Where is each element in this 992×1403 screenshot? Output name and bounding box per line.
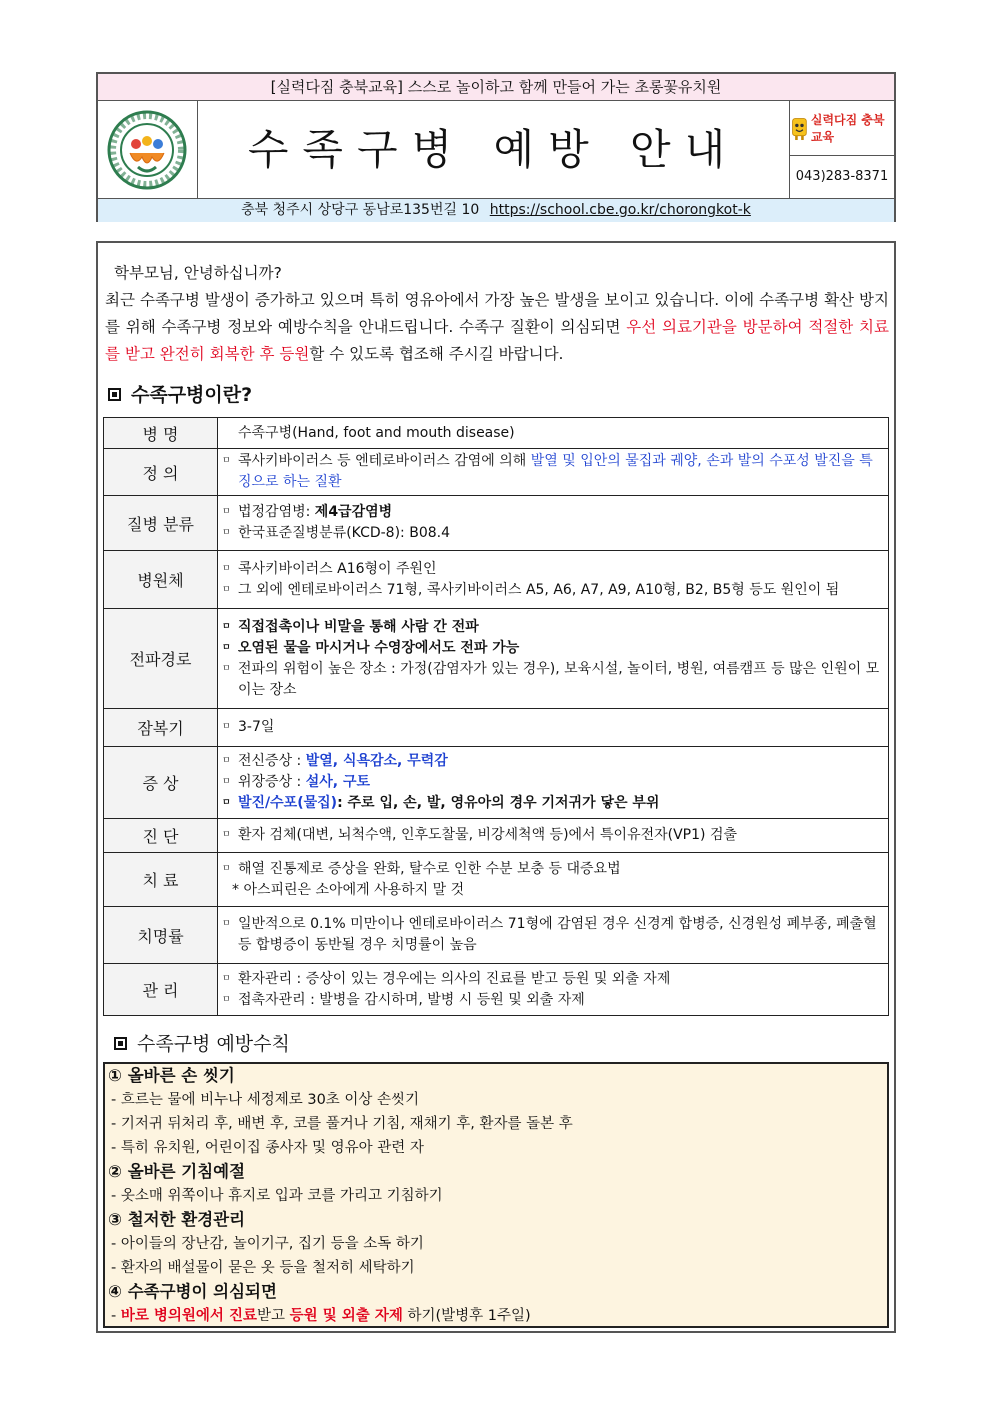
section-title-definition: 수족구병이란? xyxy=(108,380,252,407)
row-label: 전파경로 xyxy=(104,609,218,709)
row-label: 치 료 xyxy=(104,853,218,907)
table-row xyxy=(104,449,889,496)
prevention-heading: ① 올바른 손 씻기 xyxy=(108,1066,235,1085)
row-label: 증 상 xyxy=(104,747,218,819)
row-value: ㅁ 전신증상 : 발열, 식욕감소, 무력감 ㅁ 위장증상 : 설사, 구토 ㅁ 발진/수포(물집): 주로 입, 손, 발, 영유아의 경우 기저귀가 닿은 부위 xyxy=(218,747,889,819)
row-value: ㅁ 해열 진통제로 증상을 완화, 탈수로 인한 수분 보충 등 대증요법 * 아스피린은 소아에게 사용하지 말 것 xyxy=(218,853,889,907)
table-row xyxy=(104,853,889,907)
address-text: 충북 청주시 상당구 동남로135번길 10 xyxy=(241,202,480,218)
table-row xyxy=(104,418,889,449)
kindergarten-emblem-icon xyxy=(98,101,196,198)
row-value: ㅁ 콕사키바이러스 A16형이 주원인 ㅁ 그 외에 엔테로바이러스 71형, 콕사키바이러스 A5, A6, A7, A9, A10형, B2, B5형 등도 원인이 됨 xyxy=(218,551,889,609)
brand-logo xyxy=(790,101,894,156)
disease-info-table xyxy=(103,417,889,1016)
list-item: - 바로 병의원에서 진료받고 등원 및 외출 자제 하기(발병후 1주일) xyxy=(111,1308,531,1324)
mascot-icon xyxy=(790,113,809,143)
row-label: 잠복기 xyxy=(104,709,218,747)
section-title-prevention: 수족구병 예방수칙 xyxy=(114,1029,290,1056)
brand-panel xyxy=(789,101,894,198)
prevention-heading: ④ 수족구병이 의심되면 xyxy=(108,1282,277,1301)
list-item: - 특히 유치원, 어린이집 종사자 및 영유아 관련 자 xyxy=(111,1140,424,1156)
table-row xyxy=(104,907,889,964)
table-row xyxy=(104,551,889,609)
intro-text-end: 할 수 있도록 협조해 주시길 바랍니다. xyxy=(309,345,564,363)
list-item: - 환자의 배설물이 묻은 옷 등을 철저히 세탁하기 xyxy=(111,1260,415,1276)
page-title: 수족구병 예방 안내 xyxy=(247,125,740,174)
row-label: 병 명 xyxy=(104,418,218,449)
table-row xyxy=(104,964,889,1016)
row-value: 수족구병(Hand, foot and mouth disease) xyxy=(218,418,889,449)
prevention-heading: ③ 철저한 환경관리 xyxy=(108,1210,246,1229)
row-value: ㅁ 환자 검체(대변, 뇌척수액, 인후도찰물, 비강세척액 등)에서 특이유전자(VP1) 검출 xyxy=(218,819,889,853)
table-row xyxy=(104,496,889,551)
row-label: 질병 분류 xyxy=(104,496,218,551)
row-value: ㅁ 3-7일 xyxy=(218,709,889,747)
table-row xyxy=(104,747,889,819)
row-value: ㅁ 콕사키바이러스 등 엔테로바이러스 감염에 의해 발열 및 입안의 물집과 궤양, 손과 발의 수포성 발진을 특징으로 하는 질환 xyxy=(218,449,889,496)
intro-text: 최근 수족구병 발생이 증가하고 있으며 특히 영유아에서 가장 높은 발생을 보이고 있습니다. 이에 수족구병 확산 방지를 위해 수족구병 정보와 예방수칙을 안내드립니다. 수족구 질환이 의심되면 xyxy=(105,291,889,336)
brand-logo-text: 실력다짐 충북교육 xyxy=(810,113,885,144)
row-value: ㅁ 일반적으로 0.1% 미만이나 엔테로바이러스 71형에 감염된 경우 신경계 합병증, 신경원성 폐부종, 폐출혈 등 합병증이 동반될 경우 치명률이 높음 xyxy=(218,907,889,964)
notice-body xyxy=(96,241,896,1333)
row-value: ㅁ 직접접촉이나 비말을 통해 사람 간 전파 ㅁ 오염된 물을 마시거나 수영장에서도 전파 가능 ㅁ 전파의 위험이 높은 장소 : 가정(감염자가 있는 경우), 보육시설, 놀이터, 병원, 여름캠프 등 많은 인원이 모이는 장소 xyxy=(218,609,889,709)
row-value: ㅁ 법정감염병: 제4급감염병 ㅁ 한국표준질병분류(KCD-8): B08.4 xyxy=(218,496,889,551)
row-label: 병원체 xyxy=(104,551,218,609)
prevention-heading: ② 올바른 기침예절 xyxy=(108,1162,246,1181)
row-label: 관 리 xyxy=(104,964,218,1016)
row-value: ㅁ 환자관리 : 증상이 있는 경우에는 의사의 진료를 받고 등원 및 외출 자제 ㅁ 접촉자관리 : 발병을 감시하며, 발병 시 등원 및 외출 자제 xyxy=(218,964,889,1016)
header-title-row xyxy=(98,101,894,199)
list-item: - 흐르는 물에 비누나 세정제로 30초 이상 손씻기 xyxy=(111,1092,420,1108)
school-header xyxy=(96,72,896,222)
row-label: 정 의 xyxy=(104,449,218,496)
school-url-link[interactable]: https://school.cbe.go.kr/chorongkot-k xyxy=(489,202,751,218)
table-row xyxy=(104,819,889,853)
list-item: - 기저귀 뒤처리 후, 배변 후, 코를 풀거나 기침, 재채기 후, 환자를 돌본 후 xyxy=(111,1116,573,1132)
row-label: 진 단 xyxy=(104,819,218,853)
table-row xyxy=(104,709,889,747)
list-item: - 옷소매 위쪽이나 휴지로 입과 코를 가리고 기침하기 xyxy=(111,1188,443,1204)
greeting: 학부모님, 안녕하십니까? xyxy=(114,264,282,282)
kindergarten-logo xyxy=(98,101,198,198)
square-bullet-icon xyxy=(108,388,121,401)
square-bullet-icon xyxy=(114,1037,127,1050)
table-row xyxy=(104,609,889,709)
intro-highlight: 우선 의료기관을 방문하여 적절한 치료를 받고 완전히 회복한 후 등원 xyxy=(105,318,889,363)
row-label: 치명률 xyxy=(104,907,218,964)
phone-number: 043)283-8371 xyxy=(795,169,889,184)
intro-paragraph xyxy=(105,287,889,368)
slogan-banner: [실력다짐 충북교육] 스스로 놀이하고 함께 만들어 가는 초롱꽃유치원 xyxy=(98,74,894,101)
list-item: - 아이들의 장난감, 놀이기구, 집기 등을 소독 하기 xyxy=(111,1236,424,1252)
address-bar xyxy=(98,199,894,222)
prevention-box xyxy=(103,1062,889,1328)
